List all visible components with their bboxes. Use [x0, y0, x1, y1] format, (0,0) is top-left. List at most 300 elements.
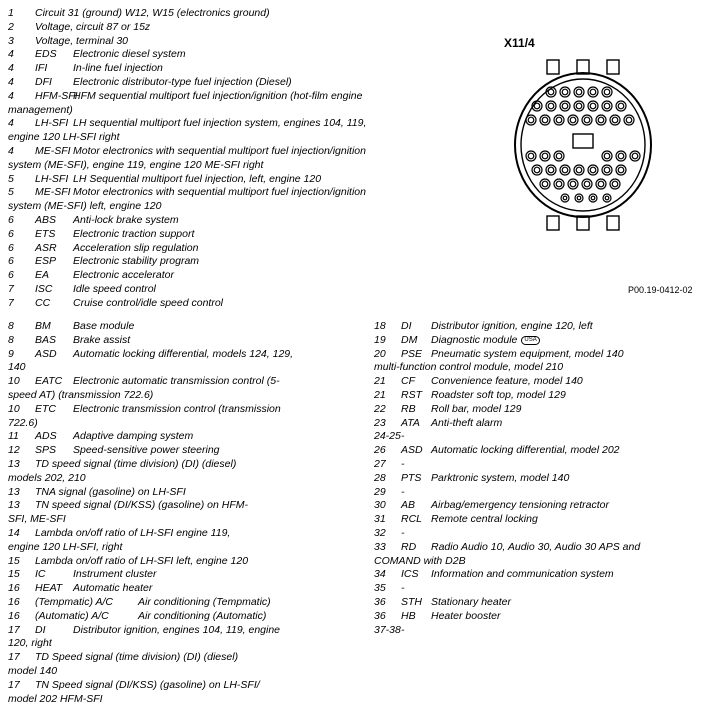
connector-pin-contact: [528, 117, 534, 123]
connector-pin-contact: [590, 103, 596, 109]
pin-description: TN speed signal (DI/KSS) (gasoline) on HFM-: [35, 499, 248, 512]
pin-description: Roadster soft top, model 129: [431, 388, 566, 401]
pin-number: 19: [374, 333, 386, 346]
connector-pin-contact: [576, 103, 582, 109]
pin-entry: [374, 610, 699, 624]
connector-pin-hole: [582, 115, 592, 125]
connector-pin-contact: [590, 167, 596, 173]
pin-description: -: [401, 526, 405, 539]
pin-description: model 140: [8, 664, 58, 677]
connector-pin-contact: [534, 103, 540, 109]
connector-pin-contact: [604, 89, 610, 95]
pin-abbreviation: IFI: [35, 62, 48, 75]
connector-pin-hole: [575, 194, 583, 202]
pin-description: Automatic locking differential, model 202: [431, 444, 620, 457]
connector-pin-hole: [574, 165, 584, 175]
pin-entry: [8, 403, 363, 417]
pin-number: 34: [374, 568, 386, 581]
pin-entry: [8, 173, 478, 187]
pin-abbreviation: IC: [35, 568, 46, 581]
pin-entry: [374, 444, 699, 458]
connector-pin-hole: [603, 194, 611, 202]
pin-abbreviation: EATC: [35, 375, 63, 388]
pin-abbreviation: EA: [35, 269, 50, 282]
pin-abbreviation: ETC: [35, 402, 56, 415]
pin-entry: [8, 486, 363, 500]
pin-description: Acceleration slip regulation: [73, 241, 199, 254]
pin-abbreviation: ASR: [35, 241, 57, 254]
pin-abbreviation: (Automatic) A/C: [35, 609, 109, 622]
pin-entry: [374, 417, 699, 431]
pin-entry: [8, 283, 478, 297]
connector-pin-hole: [588, 87, 598, 97]
pin-entry: [8, 104, 478, 118]
pin-number: 8: [8, 320, 14, 332]
pin-description: 120, right: [8, 637, 52, 650]
connector-tab-top-center: [577, 60, 589, 74]
pin-entry: [8, 269, 478, 283]
pin-number: 4: [8, 62, 14, 75]
pin-description: multi-function control module, model 210: [374, 361, 564, 374]
connector-pin-hole: [546, 165, 556, 175]
pin-entry: [8, 76, 478, 90]
pin-description: TNA signal (gasoline) on LH-SFI: [35, 485, 186, 498]
connector-pin-hole: [546, 101, 556, 111]
connector-pin-contact: [562, 167, 568, 173]
pin-description: SFI, ME-SFI: [8, 513, 66, 526]
pin-abbreviation: PSE: [401, 347, 423, 360]
pin-number: 36: [374, 595, 386, 608]
pin-number: 10: [8, 375, 20, 388]
pin-number: 6: [8, 269, 14, 282]
connector-pin-contact: [563, 196, 567, 200]
pin-abbreviation: ISC: [35, 282, 53, 295]
pin-entry: [8, 665, 363, 679]
pin-description: -: [401, 623, 405, 636]
pin-entry: [374, 348, 699, 362]
pin-description: Remote central locking: [431, 513, 538, 526]
figure-id: P00.19-0412-02: [628, 285, 693, 295]
pin-entry: [8, 48, 478, 62]
pin-number: 1: [8, 7, 14, 19]
pin-description: Electronic distributor-type fuel injection (Diesel): [73, 75, 292, 88]
pin-entry: [8, 596, 363, 610]
connector-pin-hole: [574, 101, 584, 111]
pin-number: 16: [8, 582, 20, 595]
connector-key: [573, 134, 593, 148]
pin-entry: [8, 186, 478, 200]
pin-entry: [8, 7, 478, 21]
connector-pin-contact: [576, 167, 582, 173]
connector-pin-hole: [616, 165, 626, 175]
connector-pin-contact: [562, 103, 568, 109]
pin-entry: [8, 361, 363, 375]
pin-entry: [374, 486, 699, 500]
connector-pin-hole: [610, 179, 620, 189]
pin-entry: [8, 159, 478, 173]
pin-number: 36: [374, 609, 386, 622]
pin-number: 5: [8, 172, 14, 185]
pin-number: 22: [374, 402, 386, 415]
pin-entry: [374, 403, 699, 417]
pin-description: Electronic accelerator: [73, 269, 174, 282]
pin-entry: [8, 200, 478, 214]
connector-pin-contact: [590, 89, 596, 95]
connector-pin-hole: [588, 101, 598, 111]
pin-entry: [8, 389, 363, 403]
pin-number: 13: [8, 499, 20, 512]
connector-pin-hole: [589, 194, 597, 202]
connector-pin-hole: [554, 151, 564, 161]
pin-abbreviation: ESP: [35, 255, 57, 268]
pin-description: management): [8, 103, 73, 116]
pin-entry: [8, 35, 478, 49]
pin-description: Airbag/emergency tensioning retractor: [431, 499, 610, 512]
connector-pin-hole: [624, 115, 634, 125]
pin-description: Electronic transmission control (transmission: [73, 402, 281, 415]
pin-abbreviation: EDS: [35, 48, 57, 61]
pin-description: Automatic locking differential, models 124, 129,: [73, 347, 294, 360]
connector-pin-hole: [540, 179, 550, 189]
pin-abbreviation: ME-SFI: [35, 186, 71, 199]
connector-pin-hole: [610, 115, 620, 125]
pin-entry: [374, 430, 699, 444]
pin-entry: [8, 320, 363, 334]
pin-description: Electronic stability program: [73, 255, 200, 268]
pin-description: engine 120 LH-SFI right: [8, 131, 120, 144]
pin-entry: [8, 637, 363, 651]
pin-number: 6: [8, 227, 14, 240]
pin-entry: [8, 375, 363, 389]
connector-pin-contact: [632, 153, 638, 159]
pin-description: Circuit 31 (ground) W12, W15 (electronics ground): [35, 7, 270, 19]
pin-abbreviation: RCL: [401, 513, 423, 526]
pin-description: In-line fuel injection: [73, 62, 163, 75]
pin-description: model 202 HFM-SFI: [8, 692, 103, 705]
pin-entry: [8, 131, 478, 145]
pin-description: Idle speed control: [73, 282, 156, 295]
pin-abbreviation: DI: [35, 623, 46, 636]
pin-description: Cruise control/idle speed control: [73, 296, 223, 309]
pin-number: 28: [374, 471, 386, 484]
pin-number: 12: [8, 444, 20, 457]
pin-abbreviation: ADS: [35, 430, 57, 443]
pin-entry: [8, 513, 363, 527]
pin-description: models 202, 210: [8, 471, 86, 484]
pin-description: -: [401, 457, 405, 470]
pin-entry: [374, 389, 699, 403]
pin-description: LH Sequential multiport fuel injection, left, engine 120: [73, 172, 322, 185]
pin-abbreviation: DFI: [35, 75, 52, 88]
pin-number: 9: [8, 347, 14, 360]
pin-abbreviation: LH-SFI: [35, 117, 69, 130]
pin-description: Automatic heater: [73, 582, 153, 595]
pin-description: Lambda on/off ratio of LH-SFI left, engine 120: [35, 554, 249, 567]
connector-tab-bottom-center: [577, 216, 589, 230]
pin-abbreviation: CF: [401, 375, 415, 388]
pin-abbreviation: DI: [401, 320, 412, 332]
pin-abbreviation: STH: [401, 595, 422, 608]
connector-pin-contact: [605, 196, 609, 200]
connector-pin-hole: [554, 179, 564, 189]
pin-number: 35: [374, 582, 386, 595]
pin-entry: [374, 513, 699, 527]
connector-pin-contact: [570, 181, 576, 187]
pin-entry: [8, 610, 363, 624]
pin-number: 4: [8, 48, 14, 61]
connector-pin-hole: [560, 101, 570, 111]
pin-number: 7: [8, 282, 14, 295]
pin-number: 17: [8, 623, 20, 636]
pin-number: 14: [8, 526, 20, 539]
pin-abbreviation: ME-SFI: [35, 144, 71, 157]
connector-pin-hole: [630, 151, 640, 161]
connector-pin-contact: [548, 89, 554, 95]
pin-description: Diagnostic module: [431, 333, 518, 346]
connector-pin-contact: [604, 103, 610, 109]
connector-pin-contact: [591, 196, 595, 200]
pin-abbreviation: DM: [401, 333, 418, 346]
connector-pin-contact: [562, 89, 568, 95]
connector-pin-contact: [556, 181, 562, 187]
pin-description: Air conditioning (Automatic): [138, 609, 267, 622]
pin-description: Voltage, terminal 30: [35, 34, 128, 47]
pin-abbreviation: HB: [401, 609, 416, 622]
pin-number: 6: [8, 241, 14, 254]
connector-pin-contact: [604, 167, 610, 173]
pin-entry: [8, 430, 363, 444]
connector-inner-ring: [521, 79, 645, 211]
pin-description: engine 120 LH-SFI, right: [8, 540, 123, 553]
pin-number: 13: [8, 457, 20, 470]
pin-entry: [8, 458, 363, 472]
pin-number: 10: [8, 402, 20, 415]
pin-entry: [374, 568, 699, 582]
connector-pin-contact: [570, 117, 576, 123]
connector-pin-contact: [626, 117, 632, 123]
pin-number: 29: [374, 485, 386, 498]
pin-abbreviation: BM: [35, 320, 51, 332]
connector-pin-hole: [526, 115, 536, 125]
pin-description: Speed-sensitive power steering: [73, 444, 220, 457]
pin-abbreviation: RST: [401, 388, 422, 401]
connector-pin-contact: [556, 117, 562, 123]
connector-pin-contact: [618, 153, 624, 159]
pin-description: Convenience feature, model 140: [431, 375, 583, 388]
pin-number: 18: [374, 320, 386, 332]
pin-abbreviation: HFM-SFI: [35, 89, 78, 102]
pin-number: 37-38: [374, 623, 401, 636]
pin-description: Electronic diesel system: [73, 48, 186, 61]
pin-number: 27: [374, 457, 386, 470]
connector-pin-hole: [616, 151, 626, 161]
pin-abbreviation: PTS: [401, 471, 422, 484]
pin-entry: [8, 255, 478, 269]
pin-entry: [8, 582, 363, 596]
connector-pin-hole: [602, 165, 612, 175]
pin-number: 17: [8, 678, 20, 691]
pin-entry: [374, 541, 699, 555]
pin-entry: [8, 541, 363, 555]
pin-description: Distributor ignition, engines 104, 119, engine: [73, 623, 281, 636]
pin-description: Lambda on/off ratio of LH-SFI engine 119,: [35, 526, 231, 539]
connector-tab-bottom-left: [547, 216, 559, 230]
pin-description: Motor electronics with sequential multiport fuel injection/ignition: [73, 144, 366, 157]
pin-description: Motor electronics with sequential multiport fuel injection/ignition: [73, 186, 366, 199]
pin-entry: [374, 375, 699, 389]
connector-pin-contact: [584, 117, 590, 123]
pin-description: LH sequential multiport fuel injection system, engines 104, 119,: [73, 117, 367, 130]
connector-pin-contact: [576, 89, 582, 95]
pin-description: TN Speed signal (DI/KSS) (gasoline) on LH-SFI/: [35, 678, 260, 691]
connector-pin-contact: [534, 167, 540, 173]
connector-pin-hole: [616, 101, 626, 111]
pin-entry: [8, 693, 363, 707]
connector-pin-hole: [560, 165, 570, 175]
pin-entry: [8, 214, 478, 228]
pin-abbreviation: AB: [401, 499, 416, 512]
connector-pin-contact: [548, 167, 554, 173]
connector-pin-contact: [548, 103, 554, 109]
pin-description: Base module: [73, 320, 135, 332]
pin-entry: [8, 527, 363, 541]
pin-number: 4: [8, 144, 14, 157]
connector-pin-contact: [528, 153, 534, 159]
connector-pin-hole: [568, 115, 578, 125]
pin-description: HFM sequential multiport fuel injection/ignition (hot-film engine: [73, 89, 363, 102]
pin-description: Heater booster: [431, 609, 501, 622]
pin-description: Anti-lock brake system: [73, 213, 179, 226]
pin-number: 31: [374, 513, 386, 526]
pin-number: 7: [8, 296, 14, 309]
pin-entry: [8, 679, 363, 693]
pin-abbreviation: HEAT: [35, 582, 63, 595]
pin-entry: [8, 472, 363, 486]
pin-description: 722.6): [8, 416, 38, 429]
pin-number: 3: [8, 34, 14, 47]
pin-entry: [374, 624, 699, 638]
pin-description: Radio Audio 10, Audio 30, Audio 30 APS and: [431, 540, 641, 553]
pin-description: Pneumatic system equipment, model 140: [431, 347, 624, 360]
pin-entry: [8, 117, 478, 131]
connector-pin-hole: [554, 115, 564, 125]
pin-number: 32: [374, 526, 386, 539]
connector-pin-hole: [602, 101, 612, 111]
pin-abbreviation: ATA: [401, 416, 420, 429]
pin-description: TD speed signal (time division) (DI) (diesel): [35, 457, 237, 470]
pin-number: 30: [374, 499, 386, 512]
connector-pin-contact: [618, 103, 624, 109]
pin-entry: [374, 472, 699, 486]
pin-description: TD Speed signal (time division) (DI) (diesel): [35, 651, 239, 664]
pin-entry: [374, 334, 699, 348]
connector-pin-contact: [612, 117, 618, 123]
pin-description: system (ME-SFI), engine 119, engine 120 ME-SFI right: [8, 158, 264, 171]
connector-pin-hole: [602, 87, 612, 97]
pin-entry: [8, 417, 363, 431]
pin-abbreviation: CC: [35, 296, 51, 309]
pin-entry: [8, 90, 478, 104]
usa-badge-icon: USA: [521, 336, 539, 345]
pin-number: 4: [8, 89, 14, 102]
pin-description: Electronic automatic transmission control (5-: [73, 375, 280, 388]
connector-pin-hole: [568, 179, 578, 189]
pin-list-right: [374, 320, 699, 637]
pin-abbreviation: SPS: [35, 444, 57, 457]
connector-pin-hole: [561, 194, 569, 202]
pin-description: -: [401, 582, 405, 595]
connector-pin-hole: [526, 151, 536, 161]
pin-description: -: [401, 430, 405, 443]
pin-entry: [374, 527, 699, 541]
pin-entry: [8, 348, 363, 362]
pin-description: Parktronic system, model 140: [431, 471, 570, 484]
connector-pin-hole: [582, 179, 592, 189]
pin-entry: [374, 582, 699, 596]
pin-entry: [8, 555, 363, 569]
pin-number: 15: [8, 568, 20, 581]
connector-pin-contact: [556, 153, 562, 159]
connector-pin-hole: [574, 87, 584, 97]
pin-number: 15: [8, 554, 20, 567]
pin-number: 17: [8, 651, 20, 664]
pin-entry: [8, 228, 478, 242]
pin-number: 13: [8, 485, 20, 498]
pin-number: 5: [8, 186, 14, 199]
connector-pin-contact: [618, 167, 624, 173]
pin-number: 6: [8, 255, 14, 268]
pin-abbreviation: RD: [401, 540, 417, 553]
pin-description: Distributor ignition, engine 120, left: [431, 320, 593, 332]
connector-pin-hole: [602, 151, 612, 161]
connector-pin-hole: [596, 179, 606, 189]
pin-abbreviation: ASD: [35, 347, 57, 360]
pin-abbreviation: ABS: [35, 213, 57, 226]
pin-description: Voltage, circuit 87 or 15z: [35, 20, 151, 33]
pin-description: Air conditioning (Tempmatic): [138, 595, 271, 608]
connector-pin-contact: [577, 196, 581, 200]
pin-description: speed AT) (transmission 722.6): [8, 388, 154, 401]
pin-entry: [8, 297, 478, 311]
pin-number: 11: [8, 430, 19, 443]
pin-entry: [8, 242, 478, 256]
pin-number: 4: [8, 75, 14, 88]
connector-tab-top-right: [607, 60, 619, 74]
pin-number: 21: [374, 375, 386, 388]
connector-pin-hole: [596, 115, 606, 125]
pin-number: 4: [8, 117, 14, 130]
connector-pin-contact: [604, 153, 610, 159]
pin-entry: [8, 499, 363, 513]
pin-description: 140: [8, 361, 26, 374]
pin-number: 2: [8, 20, 14, 33]
pin-description: Information and communication system: [431, 568, 614, 581]
pin-abbreviation: ICS: [401, 568, 419, 581]
connector-diagram: [513, 58, 653, 236]
connector-pin-contact: [584, 181, 590, 187]
connector-tab-bottom-right: [607, 216, 619, 230]
connector-pin-contact: [598, 181, 604, 187]
pin-number: 26: [374, 444, 386, 457]
pin-entry: [8, 444, 363, 458]
pin-description: COMAND with D2B: [374, 554, 466, 567]
pin-description: Roll bar, model 129: [431, 402, 522, 415]
connector-pin-hole: [532, 165, 542, 175]
connector-pin-contact: [542, 117, 548, 123]
pin-number: 8: [8, 333, 14, 346]
pin-number: 16: [8, 609, 20, 622]
pin-entry: [8, 651, 363, 665]
